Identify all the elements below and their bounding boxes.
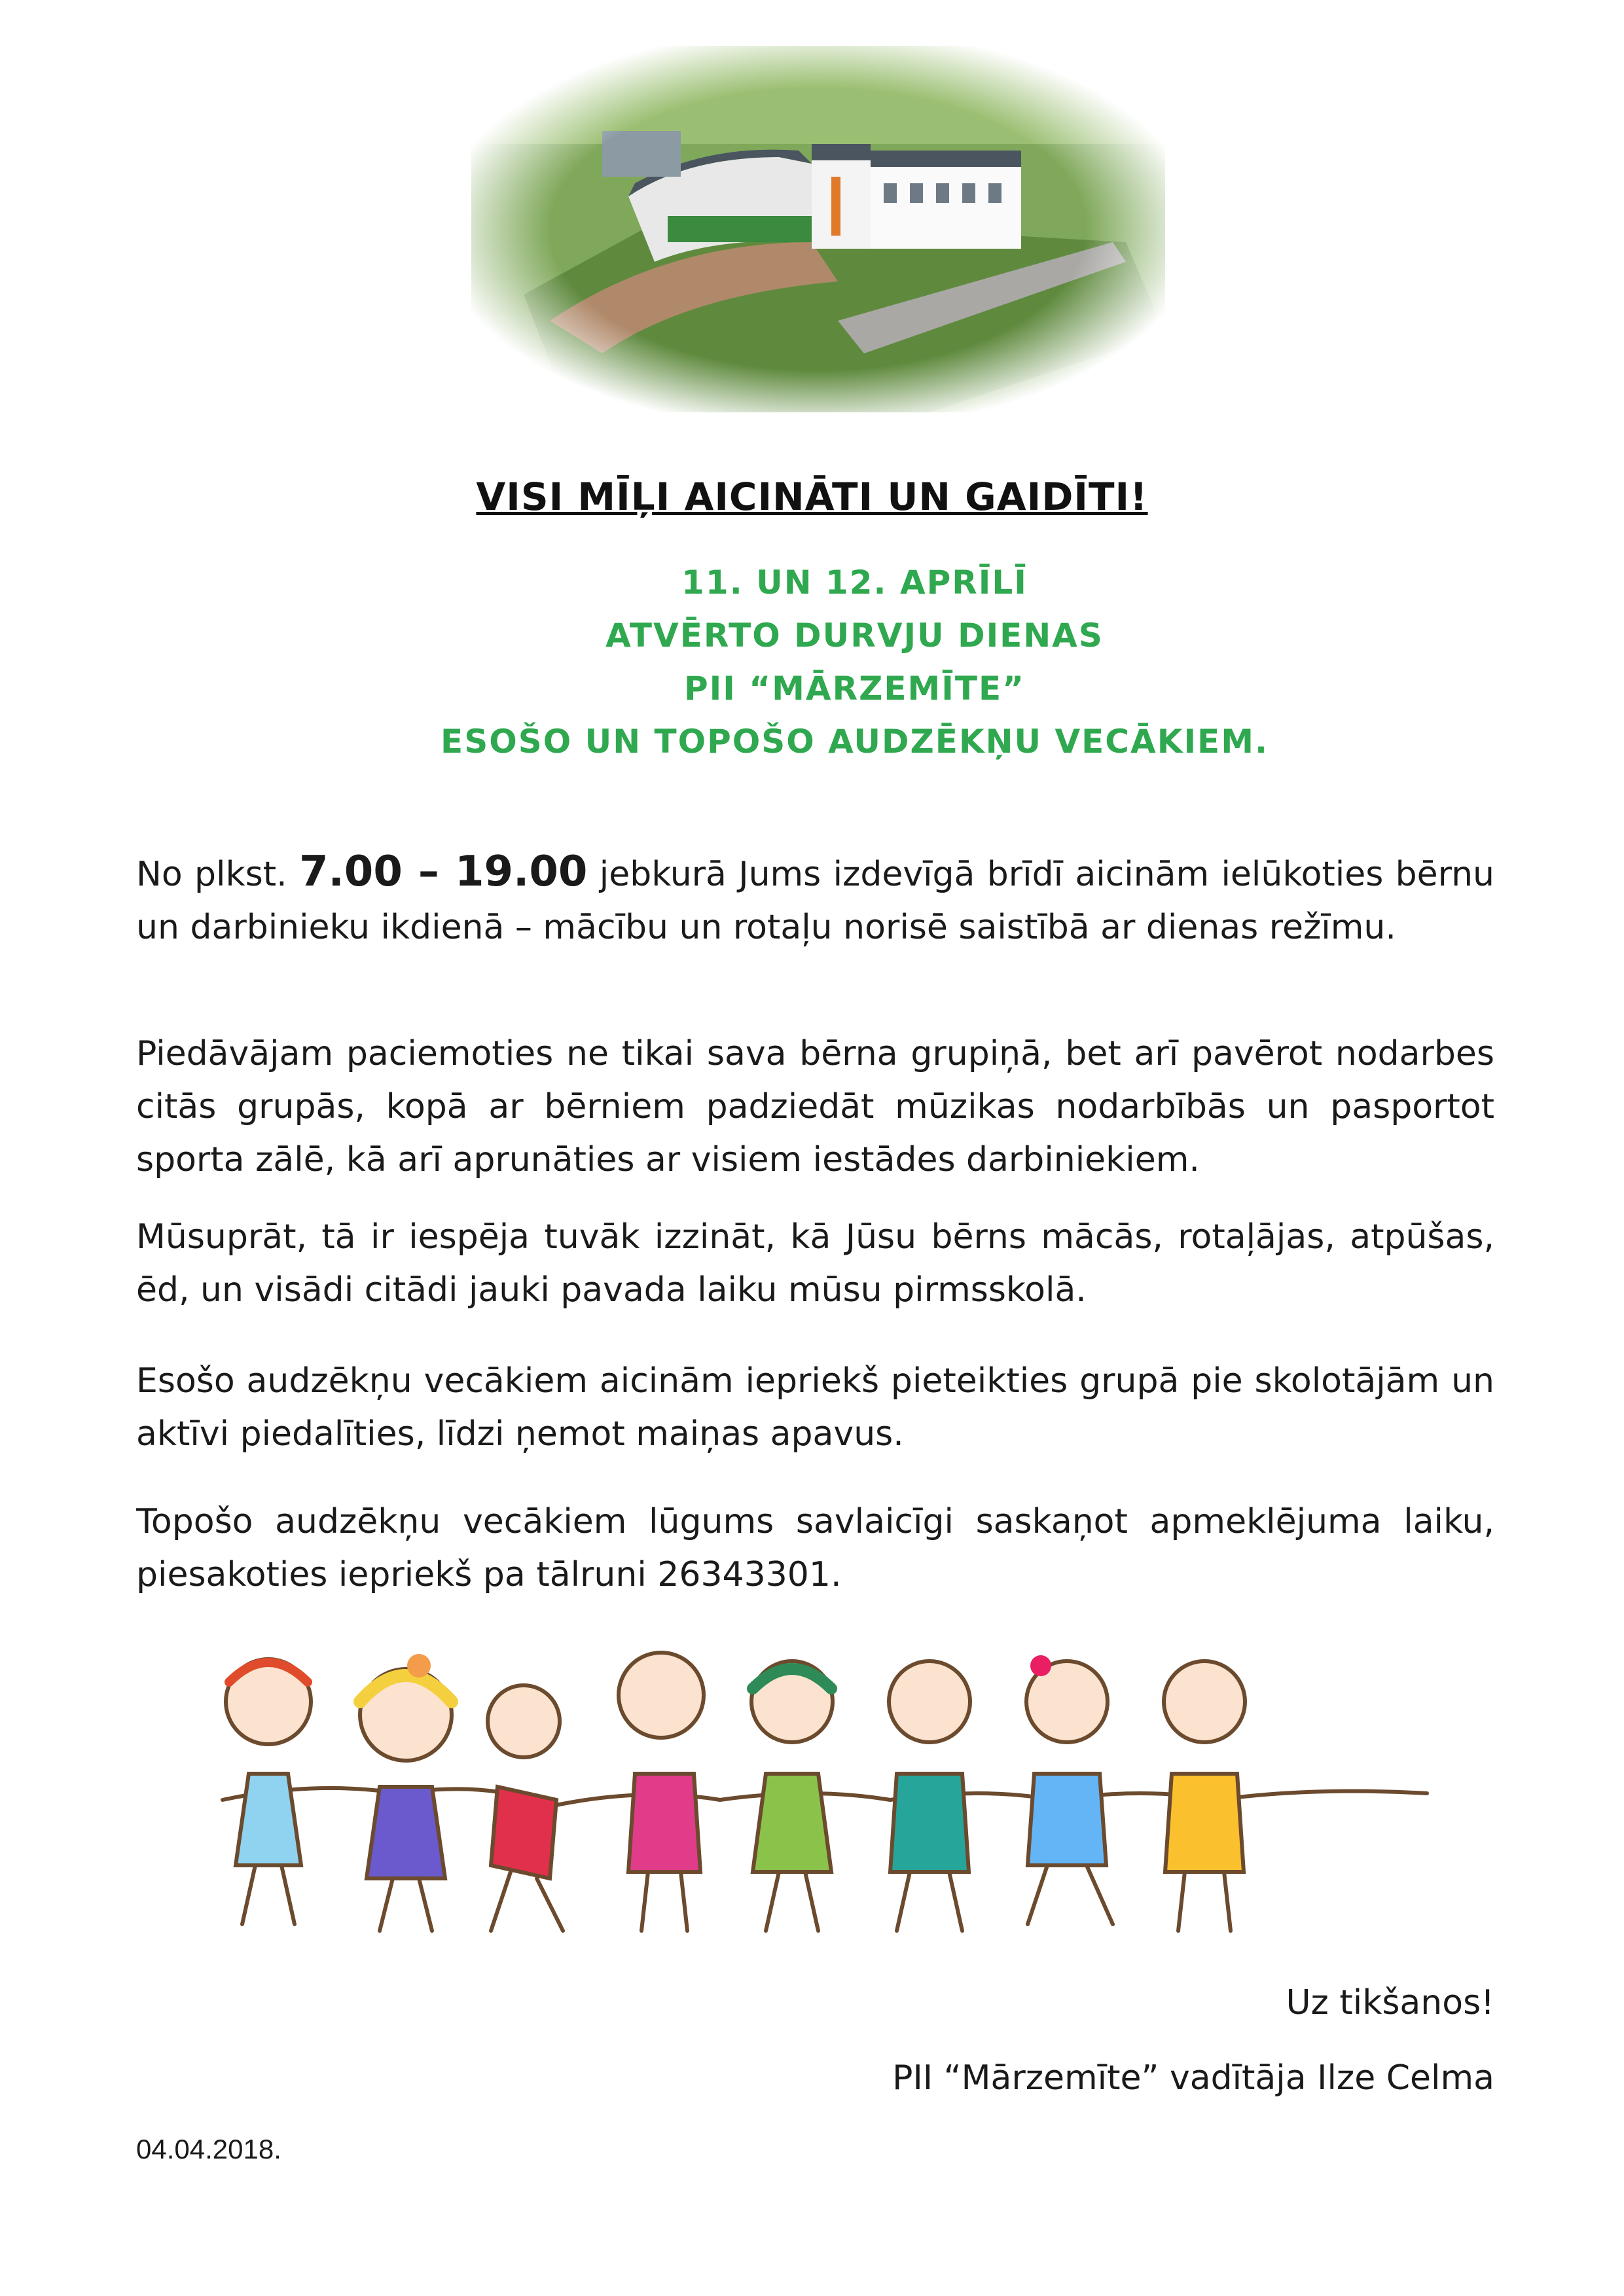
kid-3 (488, 1685, 563, 1931)
event-dates: 11. UN 12. APRĪLĪ (681, 564, 1028, 601)
paragraph-5: Topošo audzēkņu vecākiem lūgums savlaicīgi saskaņot apmeklējuma laiku, piesakoties iepriekš pa tālruni 26343301. (136, 1502, 1494, 1594)
event-audience: ESOŠO UN TOPOŠO AUDZĒKŅU VECĀKIEM. (441, 723, 1269, 761)
children-illustration (183, 1630, 1460, 1944)
paragraph-4: Esošo audzēkņu vecākiem aicinām iepriekš pieteikties grupā pie skolotājām un aktīvi piedalīties, līdzi ņemot maiņas apavus. (136, 1361, 1494, 1454)
p1-suffix: jebkurā Jums izdevīgā brīdī aicinām ielūkoties bērnu un darbinieku ikdienā – mācību un rotaļu norisē saistībā ar dienas režīmu. (136, 855, 1495, 947)
kid-1 (226, 1659, 311, 1924)
kid-6 (889, 1661, 970, 1931)
kid-7 (1026, 1655, 1113, 1924)
p1-prefix: No plkst. (136, 855, 287, 894)
paragraph-1 (136, 846, 1494, 954)
signature: PII “Mārzemīte” vadītāja Ilze Celma (892, 2058, 1494, 2098)
document-date: 04.04.2018. (136, 2134, 281, 2164)
building-photo (471, 46, 1165, 412)
kid-8 (1164, 1661, 1245, 1931)
paragraph-2: Piedāvājam paciemoties ne tikai sava bērna grupiņā, bet arī pavērot nodarbes citās grupās, kopā ar bērniem padziedāt mūzikas nodarbībās un pasportot sporta zālē, kā arī aprunāties ar visiem iestādes darbiniekiem. (136, 1034, 1494, 1179)
kid-2 (360, 1654, 452, 1931)
paragraph-3: Mūsuprāt, tā ir iespēja tuvāk izzināt, kā Jūsu bērns mācās, rotaļājas, atpūšas, ēd, un visādi citādi jauki pavada laiku mūsu pirmsskolā. (136, 1217, 1494, 1310)
event-title: ATVĒRTO DURVJU DIENAS (605, 617, 1104, 655)
event-institution: PII “MĀRZEMĪTE” (684, 670, 1025, 708)
opening-hours: 7.00 – 19.00 (298, 848, 588, 896)
closing-greeting: Uz tikšanos! (1286, 1983, 1494, 2022)
kid-4 (619, 1653, 704, 1931)
headline: VISI MĪĻI AICINĀTI UN GAIDĪTI! (476, 475, 1148, 519)
event-announcement (0, 556, 1624, 768)
kid-5 (751, 1661, 833, 1931)
